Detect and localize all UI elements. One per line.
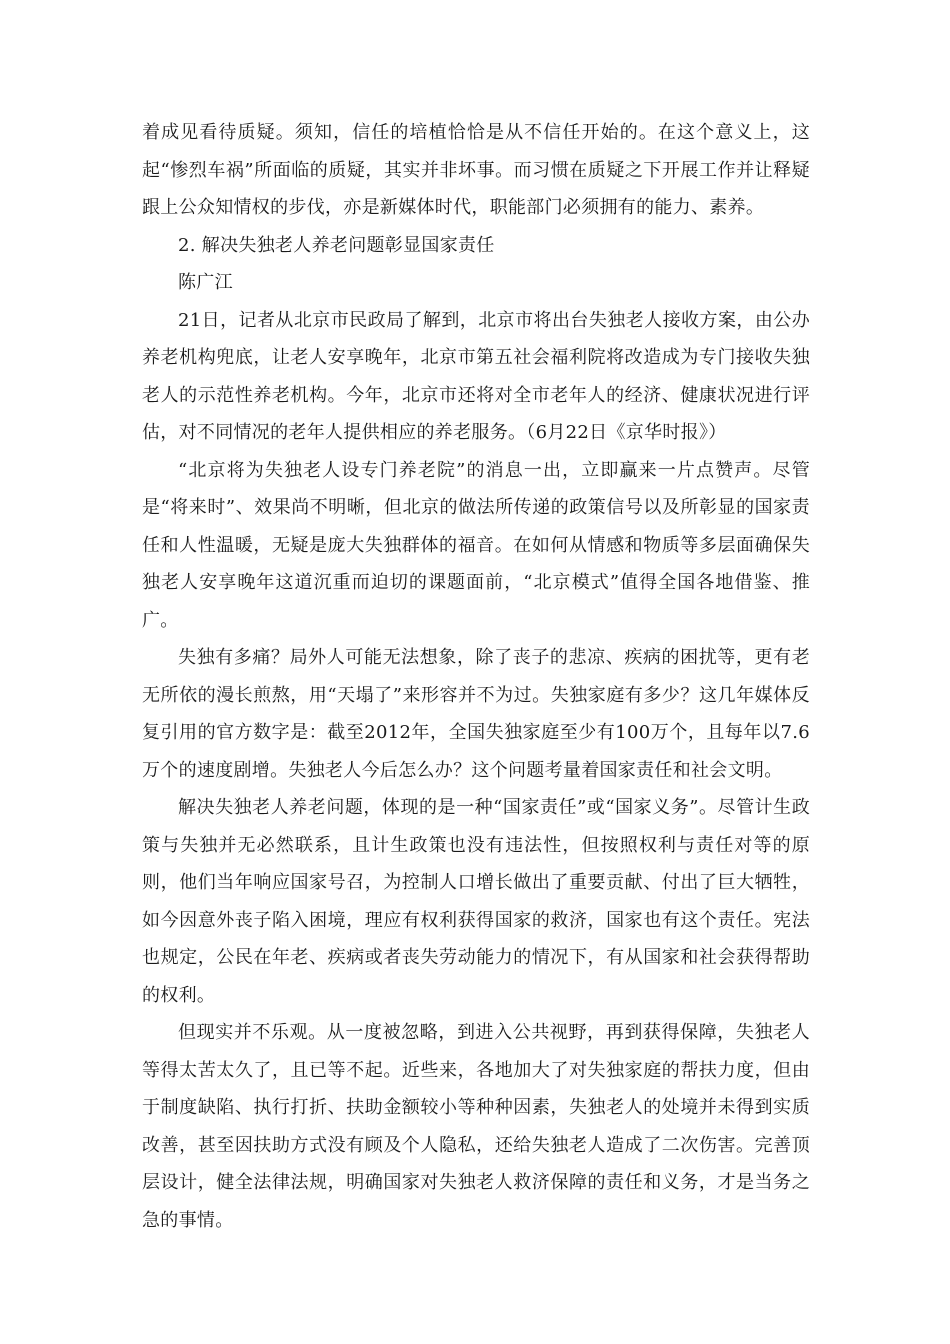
paragraph: 失独有多痛？局外人可能无法想象，除了丧子的悲凉、疾病的困扰等，更有老无所依的漫长煎熬，用“天塌了”来形容并不为过。失独家庭有多少？这几年媒体反复引用的官方数字是：截至2012年，全国失独家庭至少有100万个，且每年以7.6万个的速度剧增。失独老人今后怎么办？这个问题考量着国家责任和社会文明。 (142, 647, 810, 781)
paragraph-continuation: 着成见看待质疑。须知，信任的培植恰恰是从不信任开始的。在这个意义上，这起“惨烈车祸”所面临的质疑，其实并非坏事。而习惯在质疑之下开展工作并让释疑跟上公众知情权的步伐，亦是新媒体时代，职能部门必须拥有的能力、素养。 (142, 122, 810, 218)
paragraph: 但现实并不乐观。从一度被忽略，到进入公共视野，再到获得保障，失独老人等得太苦太久了，且已等不起。近些来，各地加大了对失独家庭的帮扶力度，但由于制度缺陷、执行打折、扶助金额较小等种种因素，失独老人的处境并未得到实质改善，甚至因扶助方式没有顾及个人隐私，还给失独老人造成了二次伤害。完善顶层设计，健全法律法规，明确国家对失独老人救济保障的责任和义务，才是当务之急的事情。 (142, 1022, 810, 1231)
author-name: 陈广江 (178, 272, 233, 293)
paragraph: “北京将为失独老人设专门养老院”的消息一出，立即赢来一片点赞声。尽管是“将来时”、效果尚不明晰，但北京的做法所传递的政策信号以及所彰显的国家责任和人性温暖，无疑是庞大失独群体的福音。在如何从情感和物质等多层面确保失独老人安享晚年这道沉重而迫切的课题面前，“北京模式”值得全国各地借鉴、推广。 (142, 459, 810, 631)
section-heading: 2. 解决失独老人养老问题彰显国家责任 (178, 234, 495, 256)
document-body (142, 114, 810, 1239)
paragraph: 解决失独老人养老问题，体现的是一种“国家责任”或“国家义务”。尽管计生政策与失独并无必然联系，且计生政策也没有违法性，但按照权利与责任对等的原则，他们当年响应国家号召，为控制人口增长做出了重要贡献、付出了巨大牺牲，如今因意外丧子陷入困境，理应有权利获得国家的救济，国家也有这个责任。宪法也规定，公民在年老、疾病或者丧失劳动能力的情况下，有从国家和社会获得帮助的权利。 (142, 797, 810, 1006)
paragraph: 21日，记者从北京市民政局了解到，北京市将出台失独老人接收方案，由公办养老机构兜底，让老人安享晚年，北京市第五社会福利院将改造成为专门接收失独老人的示范性养老机构。今年，北京市还将对全市老年人的经济、健康状况进行评估，对不同情况的老年人提供相应的养老服务。（6月22日《京华时报》） (142, 309, 810, 443)
